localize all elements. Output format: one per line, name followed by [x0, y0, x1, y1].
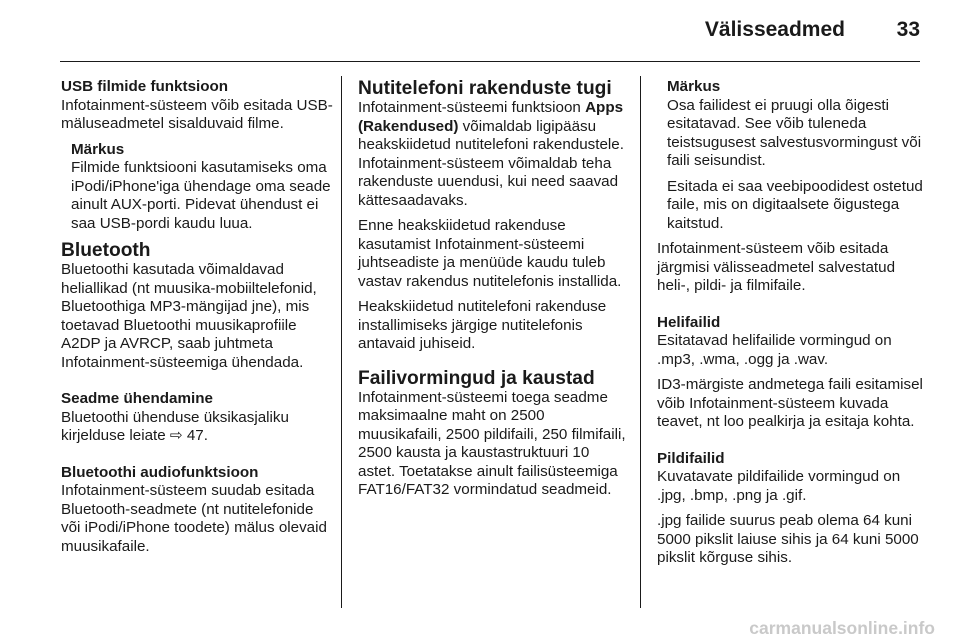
apps-paragraph-2: Enne heakskiidetud rakenduse kasutamist Infotainment-süsteemi juhtseadiste ja menüüde kaudu tuleb vastav rakendus nutitelefonis installida.	[358, 217, 622, 290]
column-3	[657, 78, 927, 575]
image-files-p1: Kuvatavate pildifailide vormingud on .jpg, .bmp, .png ja .gif.	[657, 468, 901, 504]
watermark: carmanualsonline.info	[749, 618, 935, 638]
image-files-p2: .jpg failide suurus peab olema 64 kuni 5000 pikslit laiuse sihis ja 64 kuni 5000 pikslit kõrguse sihis.	[657, 512, 919, 566]
formats-note-label: Märkus	[667, 78, 721, 95]
apps-text-post: võimaldab ligipääsu heakskiidetud nutitelefoni rakendustele. Infotainment-süsteem võimaldab teha rakenduste uuendusi, kui need saavad kättesaadavaks.	[358, 117, 624, 209]
apps-paragraph-3: Heakskiidetud nutitelefoni rakenduse installimiseks järgige nutitelefonis antavaid juhiseid.	[358, 298, 607, 352]
usb-movies-text: Infotainment-süsteem võib esitada USB-mäluseadmetel sisalduvaid filme.	[61, 96, 333, 132]
usb-note-text: Filmide funktsiooni kasutamiseks oma iPodi/iPhone'iga ühendage oma seade ainult AUX-porti. Pidevat ühendust ei saa USB-pordi kaudu luua.	[71, 159, 331, 232]
image-files-heading: Pildifailid	[657, 449, 725, 467]
audio-files-heading: Helifailid	[657, 313, 721, 331]
page-number: 33	[896, 18, 920, 41]
usb-movies-heading: USB filmide funktsioon	[61, 78, 229, 95]
bt-audio-text: Infotainment-süsteem suudab esitada Bluetooth-seadmete (nt nutitelefonide või iPodi/iPhone toodete) mälus olevaid muusikafaile.	[61, 482, 327, 555]
pairing-text: Bluetoothi ühenduse üksikasjaliku kirjelduse leiate ⇨ 47.	[61, 408, 289, 444]
formats-note-p1: Osa failidest ei pruugi olla õigesti esitatavad. See võib tuleneda teistsugusest salvestusvormingust või faili seisundist.	[667, 96, 922, 169]
pairing-heading: Seadme ühendamine	[61, 390, 213, 407]
page-header-title: Välisseadmed	[704, 18, 845, 41]
files-intro: Infotainment-süsteem võib esitada järgmisi välisseadmetel salvestatud heli-, pildi- ja filmifaile.	[657, 240, 896, 294]
audio-files-p1: Esitatavad helifailide vormingud on .mp3, .wma, .ogg ja .wav.	[657, 332, 892, 368]
formats-note	[667, 78, 927, 233]
column-divider-1	[341, 76, 342, 608]
formats-note-p2: Esitada ei saa veebipoodidest ostetud faile, mis on digitaalsete õigustega kaitstud.	[667, 177, 923, 232]
column-divider-2	[640, 76, 641, 608]
column-1	[61, 78, 333, 563]
usb-note-label: Märkus	[71, 140, 125, 158]
bt-audio-heading: Bluetoothi audiofunktsioon	[61, 463, 259, 481]
apps-text	[358, 99, 628, 210]
formats-heading: Failivormingud ja kaustad	[358, 367, 595, 389]
usb-note	[71, 141, 333, 234]
bluetooth-heading: Bluetooth	[61, 240, 151, 261]
header-divider	[60, 61, 920, 62]
apps-text-pre: Infotainment-süsteemi funktsioon	[358, 99, 586, 116]
formats-text: Infotainment-süsteemi toega seadme maksimaalne maht on 2500 muusikafaili, 2500 pildifaili, 250 filmifaili, 2500 kausta ja kaustastruktuuri 10 astet. Toetatakse ainult failisüsteemiga FAT16/FAT32 vormindatud seadmeid.	[358, 388, 626, 498]
apps-bold-term: Apps (Rakendused)	[358, 99, 624, 135]
bluetooth-text: Bluetoothi kasutada võimaldavad heliallikad (nt muusika-mobiiltelefonid, Bluetoothiga MP3-mängijad jne), mis toetavad Bluetoothi muusikaprofiile A2DP ja AVRCP, saab juhtmeta Infotainment-süsteemiga ühendada.	[61, 261, 317, 371]
apps-heading: Nutitelefoni rakenduste tugi	[358, 78, 612, 99]
column-2	[358, 78, 628, 507]
audio-files-p2: ID3-märgiste andmetega faili esitamisel võib Infotainment-süsteem kuvada teavet, nt loo pealkirja ja esitaja kohta.	[657, 376, 923, 430]
